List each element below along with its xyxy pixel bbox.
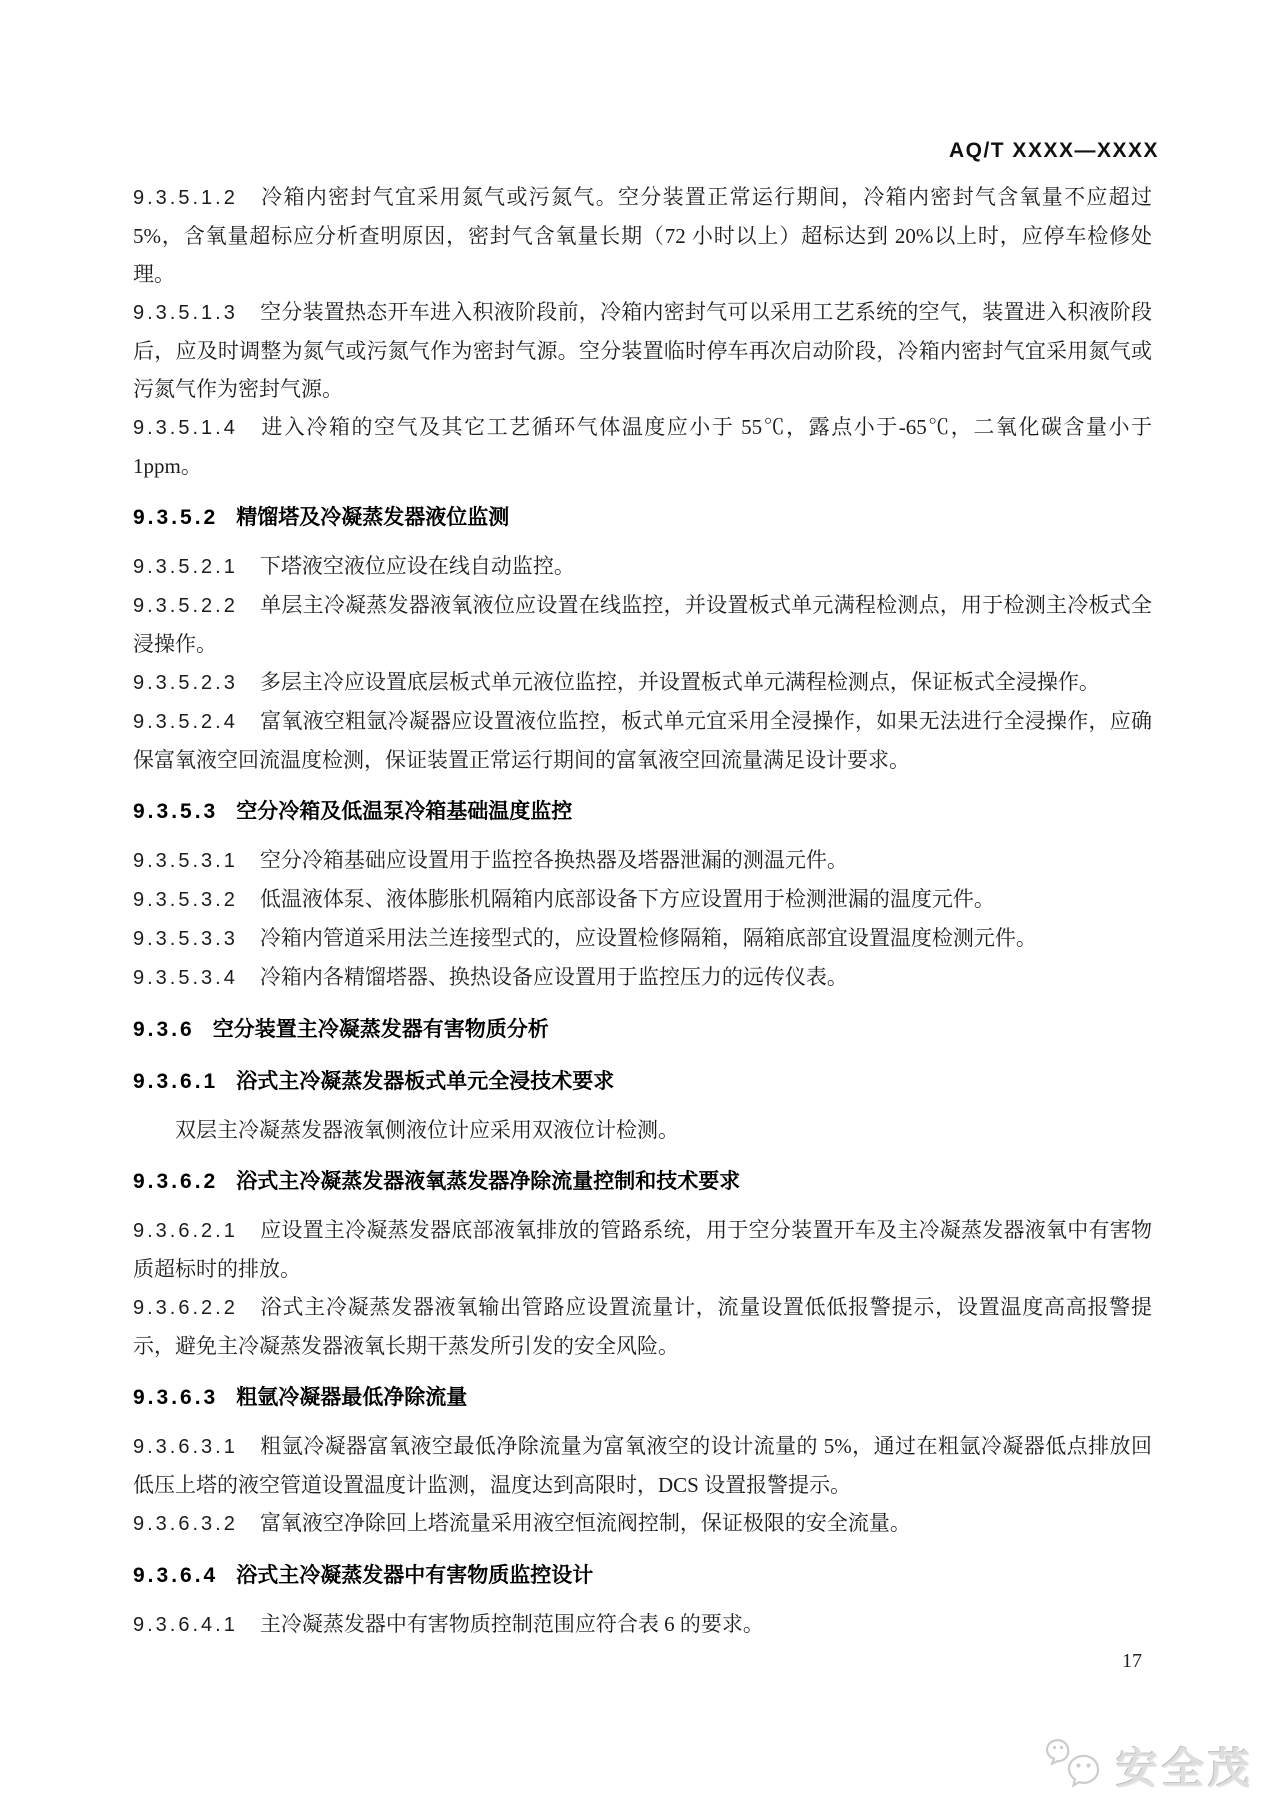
clause-number: 9.3.5.1.4: [133, 417, 238, 439]
clause-9-3-5-1-3: [133, 293, 1152, 408]
clause-number: 9.3.5.2.2: [133, 595, 238, 617]
heading-title: 空分冷箱及低温泵冷箱基础温度监控: [236, 800, 573, 823]
clause-9-3-6-3-2: [133, 1504, 1152, 1543]
heading-title: 浴式主冷凝蒸发器中有害物质监控设计: [236, 1564, 594, 1587]
heading-number: 9.3.6.3: [133, 1386, 219, 1409]
heading-number: 9.3.6.4: [133, 1564, 219, 1587]
watermark: [1046, 1736, 1254, 1796]
clause-text: 粗氩冷凝器富氧液空最低净除流量为富氧液空的设计流量的 5%，通过在粗氩冷凝器低点排放回低压上塔的液空管道设置温度计监测，温度达到高限时，DCS 设置报警提示。: [133, 1434, 1152, 1497]
heading-number: 9.3.6.1: [133, 1070, 219, 1093]
clause-number: 9.3.5.1.2: [133, 187, 238, 209]
clause-number: 9.3.6.2.2: [133, 1297, 238, 1319]
heading-number: 9.3.5.3: [133, 800, 219, 823]
watermark-text: 安全茂: [1115, 1745, 1254, 1792]
clause-9-3-5-2-1: [133, 547, 1152, 586]
clause-9-3-5-3-4: [133, 958, 1152, 997]
clause-9-3-5-2-4: [133, 702, 1152, 779]
clause-number: 9.3.6.4.1: [133, 1614, 238, 1636]
heading-number: 9.3.6.2: [133, 1170, 219, 1193]
clause-9-3-5-3-3: [133, 919, 1152, 958]
heading-number: 9.3.5.2: [133, 506, 219, 529]
clause-number: 9.3.5.3.2: [133, 889, 238, 911]
clause-9-3-5-1-4: [133, 408, 1152, 485]
heading-9-3-6-2: [133, 1163, 1152, 1201]
heading-9-3-6-1: [133, 1063, 1152, 1101]
clause-number: 9.3.5.3.3: [133, 928, 238, 950]
clause-number: 9.3.6.3.2: [133, 1513, 238, 1535]
document-body: [133, 178, 1152, 1644]
clause-text: 低温液体泵、液体膨胀机隔箱内底部设备下方应设置用于检测泄漏的温度元件。: [259, 887, 995, 911]
clause-9-3-5-2-2: [133, 586, 1152, 663]
heading-9-3-6: [133, 1011, 1152, 1049]
heading-title: 粗氩冷凝器最低净除流量: [236, 1386, 468, 1409]
clause-text: 冷箱内密封气宜采用氮气或污氮气。空分装置正常运行期间，冷箱内密封气含氧量不应超过 5%，含氧量超标应分析查明原因，密封气含氧量长期（72 小时以上）超标达到 20%以上时，应停车检修处理。: [133, 185, 1152, 286]
clause-number: 9.3.5.2.4: [133, 711, 238, 733]
clause-number: 9.3.5.3.4: [133, 967, 238, 989]
clause-text: 应设置主冷凝蒸发器底部液氧排放的管路系统，用于空分装置开车及主冷凝蒸发器液氧中有害物质超标时的排放。: [133, 1218, 1152, 1281]
clause-9-3-5-3-2: [133, 880, 1152, 919]
clause-text: 富氧液空粗氩冷凝器应设置液位监控，板式单元宜采用全浸操作，如果无法进行全浸操作，应确保富氧液空回流温度检测，保证装置正常运行期间的富氧液空回流量满足设计要求。: [133, 709, 1152, 772]
heading-9-3-6-3: [133, 1379, 1152, 1417]
wechat-bubbles-icon: [1046, 1738, 1108, 1794]
clause-number: 9.3.5.1.3: [133, 302, 238, 324]
clause-text: 冷箱内管道采用法兰连接型式的，应设置检修隔箱，隔箱底部宜设置温度检测元件。: [259, 926, 1037, 950]
heading-9-3-6-4: [133, 1557, 1152, 1595]
clause-text: 空分冷箱基础应设置用于监控各换热器及塔器泄漏的测温元件。: [259, 848, 848, 872]
clause-text: 主冷凝蒸发器中有害物质控制范围应符合表 6 的要求。: [259, 1612, 764, 1636]
heading-9-3-5-3: [133, 793, 1152, 831]
heading-title: 浴式主冷凝蒸发器液氧蒸发器净除流量控制和技术要求: [236, 1170, 741, 1193]
page-number: 17: [1122, 1650, 1142, 1672]
clause-text: 单层主冷凝蒸发器液氧液位应设置在线监控，并设置板式单元满程检测点，用于检测主冷板式全浸操作。: [133, 593, 1152, 656]
clause-number: 9.3.6.2.1: [133, 1220, 238, 1242]
clause-text: 多层主冷应设置底层板式单元液位监控，并设置板式单元满程检测点，保证板式全浸操作。: [259, 670, 1100, 694]
clause-text: 进入冷箱的空气及其它工艺循环气体温度应小于 55℃，露点小于-65℃，二氧化碳含量小于 1ppm。: [133, 415, 1152, 478]
clause-9-3-6-4-1: [133, 1605, 1152, 1644]
heading-title: 浴式主冷凝蒸发器板式单元全浸技术要求: [236, 1070, 615, 1093]
clause-number: 9.3.6.3.1: [133, 1436, 238, 1458]
clause-9-3-6-2-1: [133, 1211, 1152, 1288]
clause-text: 浴式主冷凝蒸发器液氧输出管路应设置流量计，流量设置低低报警提示，设置温度高高报警提示，避免主冷凝蒸发器液氧长期干蒸发所引发的安全风险。: [133, 1295, 1152, 1358]
clause-number: 9.3.5.2.3: [133, 672, 238, 694]
heading-number: 9.3.6: [133, 1018, 195, 1041]
clause-text: 下塔液空液位应设在线自动监控。: [259, 554, 575, 578]
clause-9-3-5-3-1: [133, 841, 1152, 880]
clause-9-3-6-3-1: [133, 1427, 1152, 1504]
clause-text: 冷箱内各精馏塔器、换热设备应设置用于监控压力的远传仪表。: [259, 965, 848, 989]
clause-9-3-5-1-2: [133, 178, 1152, 293]
clause-text: 富氧液空净除回上塔流量采用液空恒流阀控制，保证极限的安全流量。: [259, 1511, 911, 1535]
paragraph-double-level-gauge: 双层主冷凝蒸发器液氧侧液位计应采用双液位计检测。: [175, 1118, 679, 1142]
heading-title: 精馏塔及冷凝蒸发器液位监测: [236, 506, 510, 529]
clause-number: 9.3.5.3.1: [133, 850, 238, 872]
heading-title: 空分装置主冷凝蒸发器有害物质分析: [212, 1018, 549, 1041]
heading-9-3-5-2: [133, 499, 1152, 537]
clause-9-3-6-2-2: [133, 1288, 1152, 1365]
running-header: AQ/T XXXX—XXXX: [948, 139, 1159, 162]
clause-text: 空分装置热态开车进入积液阶段前，冷箱内密封气可以采用工艺系统的空气，装置进入积液阶段后，应及时调整为氮气或污氮气作为密封气源。空分装置临时停车再次启动阶段，冷箱内密封气宜采用氮气或污氮气作为密封气源。: [133, 300, 1152, 401]
clause-number: 9.3.5.2.1: [133, 556, 238, 578]
clause-9-3-5-2-3: [133, 663, 1152, 702]
